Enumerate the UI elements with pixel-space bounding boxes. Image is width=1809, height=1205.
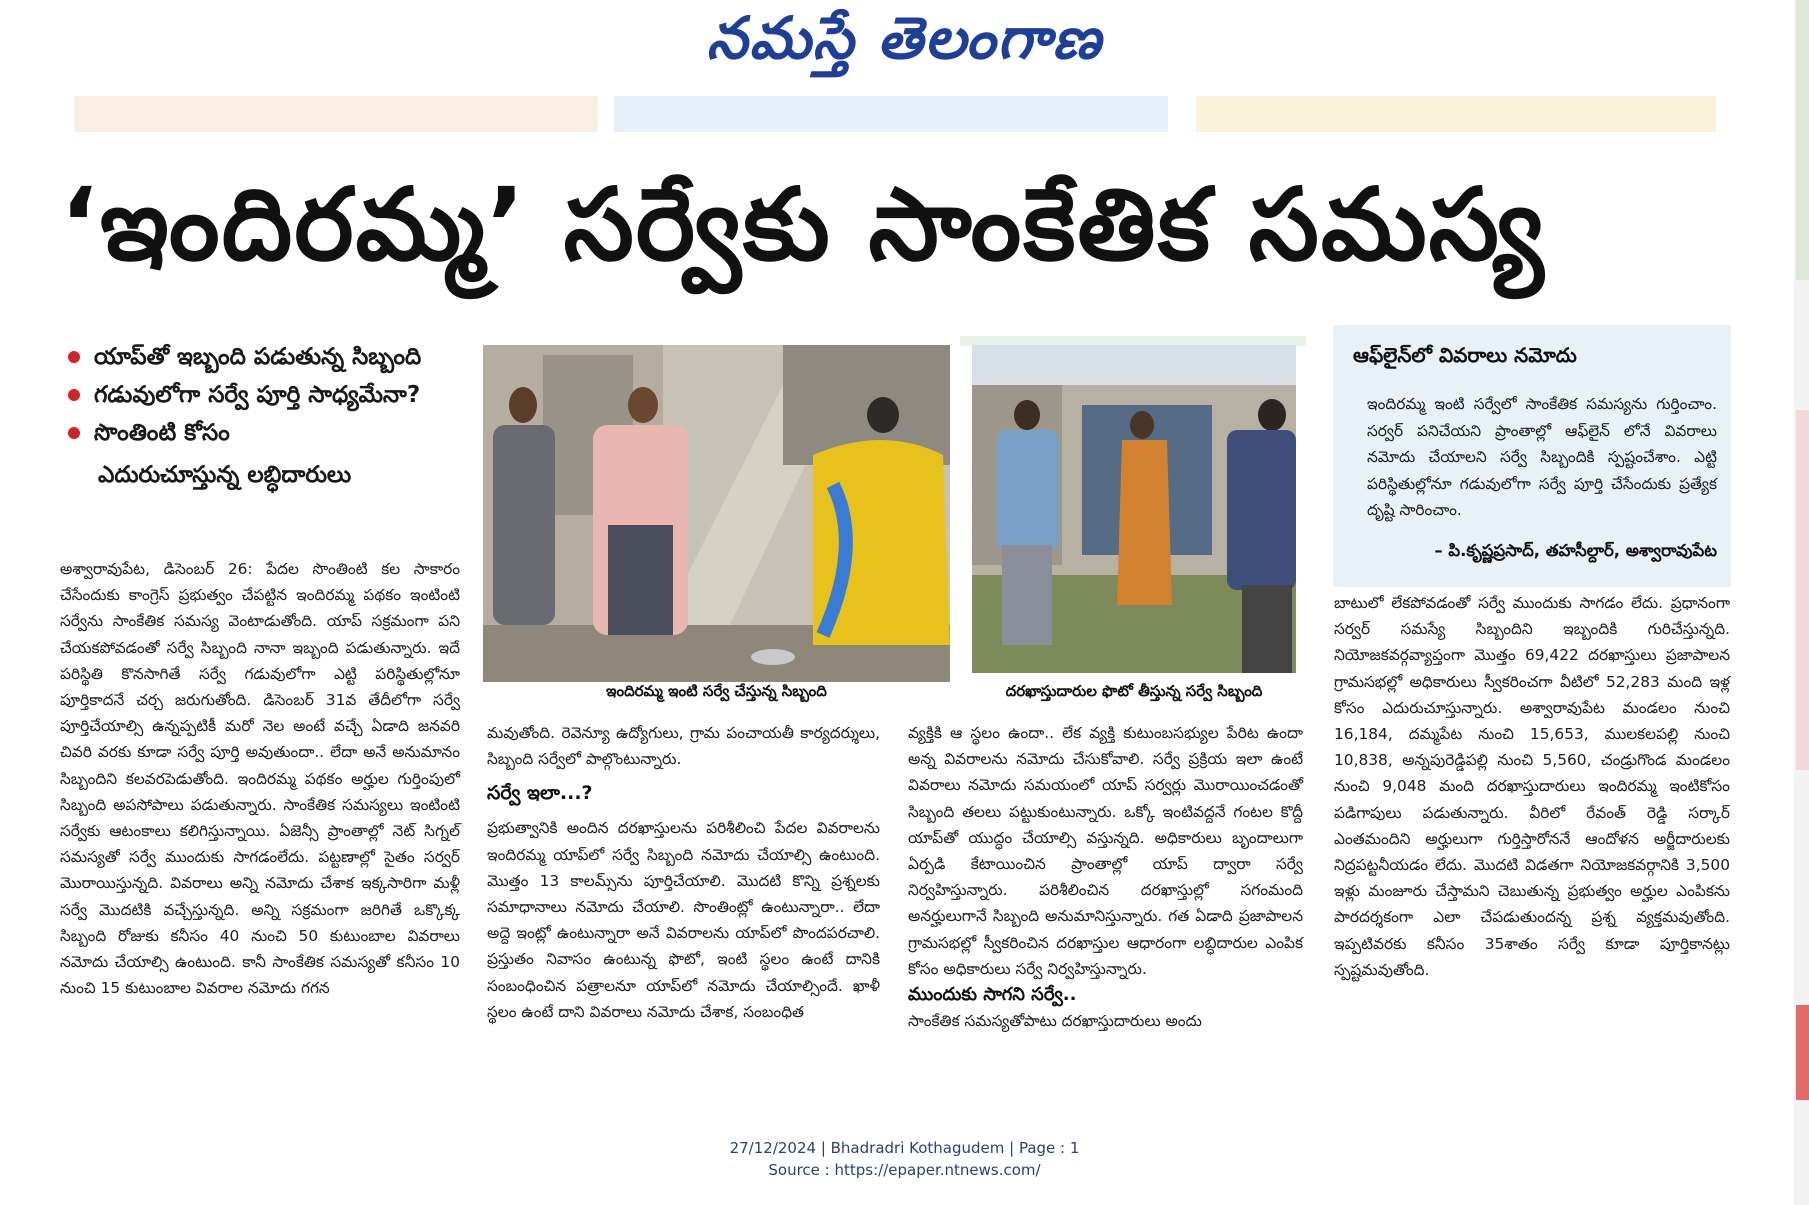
headline: ‘ఇందిరమ్మ’ సర్వేకు సాంకేతిక సమస్య xyxy=(60,166,1546,283)
masthead-logo: నమస్తే తెలంగాణ xyxy=(706,4,1103,72)
highlight-item: సొంతింటి కోసం xyxy=(64,414,474,452)
article-column-2 xyxy=(487,720,880,1025)
article-subheading: ముందుకు సాగని సర్వే.. xyxy=(908,984,1077,1006)
quote-box xyxy=(1333,325,1731,587)
photo-applicant xyxy=(972,345,1296,673)
article-column-1: అశ్వారావుపేట, డిసెంబర్ 26: పేదల సొంతింటి కల సాకారం చేసేందుకు కాంగ్రెస్ ప్రభుత్వం చేపట్టిన ఇందిరమ్మ పథకం ఇంటింటి సర్వేను సాంకేతిక సమస్య వెంటాడుతోంది. యాప్ సక్రమంగా పని చేయకపోవడంతో సర్వే సిబ్బంది నానా ఇబ్బంది పడుతున్నారు. ఇదే పరిస్థితి కొనసాగితే సర్వే గడువులోగా ఎట్టి పరిస్థితుల్లోనూ పూర్తికాదనే చర్చ జరుగుతోంది. డిసెంబర్ 31వ తేదీలోగా సర్వే పూర్తిచేయాల్సి ఉన్నప్పటికీ మరో నెల అంటే వచ్చే ఏడాది జనవరి చివరి వరకు కూడా సర్వే పూర్తి అవుతుందా.. లేదా అనే అనుమానం సిబ్బందిని కలవరపెడుతోంది. ఇందిరమ్మ పథకం అర్హుల గుర్తింపులో సిబ్బంది అపసోపాలు పడుతున్నారు. సాంకేతిక సమస్యలు ఇంటింటి సర్వేకు ఆటంకాలు కలిగిస్తున్నాయి. ఏజెన్సీ ప్రాంతాల్లో నెట్ సిగ్నల్ సమస్యతో సర్వే ముందుకు సాగడంలేదు. పట్టణాల్లో సైతం సర్వర్ మొరాయిస్తున్నది. వివరాలు అన్ని నమోదు చేశాక ఇక్కసారిగా మళ్లీ సర్వే మొదటికి వచ్చేస్తున్నది. అన్ని సక్రమంగా జరిగితే ఒక్కొక్క సిబ్బంది రోజుకు కనీసం 40 నుంచి 50 కుటుంబాల వివరాలు నమోదు చేయాల్సి ఉంటుంది. కానీ సాంకేతిక సమస్యతో కనీసం 10 నుంచి 15 కుటుంబాల వివరాల నమోదు గగన xyxy=(60,560,460,998)
footer-date-edition: 27/12/2024 | Bhadradri Kothagudem | Page : 1 xyxy=(729,1139,1080,1157)
page-footer xyxy=(0,1137,1809,1181)
article-column-3 xyxy=(908,720,1303,1034)
quote-attribution: – పి.కృష్ణప్రసాద్, తహసీల్దార్, అశ్వారావుపేట xyxy=(1434,541,1717,560)
adjacent-page-edge xyxy=(1794,0,1809,1205)
top-strip-left xyxy=(74,96,598,132)
top-strip-center xyxy=(614,96,1168,132)
highlights xyxy=(64,338,474,494)
highlight-item: యాప్‌తో ఇబ్బంది పడుతున్న సిబ్బంది xyxy=(64,338,474,376)
photo-caption: ఇందిరమ్మ ఇంటి సర్వే చేస్తున్న సిబ్బంది xyxy=(606,682,827,700)
article-paragraph: సాంకేతిక సమస్యతోపాటు దరఖాస్తుదారులు అందు xyxy=(908,1012,1202,1031)
highlight-item: గడువులోగా సర్వే పూర్తి సాధ్యమేనా? xyxy=(64,376,474,414)
article-paragraph: వ్యక్తికి ఆ స్థలం ఉందా.. లేక వ్యక్తి కుటుంబసభ్యుల పేరిట ఉందా అన్న వివరాలను నమోదు చేసుకోవాలి. సర్వే ప్రక్రియ ఇలా ఉంటే వివరాలు నమోదు సమయంలో యాప్ సర్వర్లు మొరాయించడంతో సిబ్బంది తలలు పట్టుకుంటున్నారు. ఒక్కో ఇంటివద్దనే గంటల కొద్దీ యాప్‌తో యుద్ధం చేయాల్సి వస్తున్నది. అధికారులు బృందాలుగా ఏర్పడి కేటాయించిన ప్రాంతాల్లో యాప్ ద్వారా సర్వే నిర్వహిస్తున్నారు. పరిశీలించిన దరఖాస్తుల్లో సగంమంది అనర్హులుగానే సిబ్బంది అనుమానిస్తున్నారు. గత ఏడాది ప్రజాపాలన గ్రామసభల్లో స్వీకరించిన దరఖాస్తుల ఆధారంగా లబ్ధిదారుల ఎంపిక కోసం అధికారులు సర్వే నిర్వహిస్తున్నారు. xyxy=(908,724,1303,978)
photo-caption: దరఖాస్తుదారుల ఫొటో తీస్తున్న సర్వే సిబ్బంది xyxy=(1005,682,1263,700)
quote-box-text: ఇందిరమ్మ ఇంటి సర్వేలో సాంకేతిక సమస్యను గుర్తించాం. సర్వర్ పనిచేయని ప్రాంతాల్లో ఆఫ్‌లైన్ లోనే వివరాలు నమోదు చేయాలని సర్వే సిబ్బందికి స్పష్టంచేశాం. ఎట్టి పరిస్థితుల్లోనూ గడువులోగా సర్వే పూర్తి చేసేందుకు ప్రత్యేక దృష్టి సారించాం. xyxy=(1367,395,1717,519)
article-paragraph: ప్రభుత్వానికి అందిన దరఖాస్తులను పరిశీలించి పేదల వివరాలను ఇందిరమ్మ యాప్‌లో సర్వే సిబ్బంది నమోదు చేయాల్సి ఉంటుంది. మొత్తం 13 కాలమ్స్‌ను పూర్తిచేయాలి. మొదటి కొన్ని ప్రశ్నలకు సమాధానాలు నమోదు చేయాలి. సొంతింట్లో ఉంటున్నారా.. లేదా అద్దె ఇంట్లో ఉంటున్నారా అనే వివరాలను యాప్‌లో పొందపరచాలి. ప్రస్తుతం నివాసం ఉంటున్న ఫొటో, ఇంటి స్థలం ఉంటే దానికి సంబంధించిన పత్రాలనూ యాప్‌లో నమోదు చేయాల్సిందే. ఖాళీ స్థలం ఉంటే దాని వివరాలు నమోదు చేశాక, సంబంధిత xyxy=(487,819,880,1021)
photo-survey-staff-icon xyxy=(483,345,950,682)
photo-survey-staff xyxy=(483,345,950,682)
top-strip-right xyxy=(1196,96,1716,132)
bullet-dot-icon xyxy=(68,389,80,401)
bullet-dot-icon xyxy=(68,427,80,439)
highlight-item-continuation: ఎదురుచూస్తున్న లబ్ధిదారులు xyxy=(98,462,352,488)
quote-box-title: ఆఫ్‌లైన్‌లో వివరాలు నమోదు xyxy=(1353,343,1577,367)
article-column-4: బాటులో లేకపోవడంతో సర్వే ముందుకు సాగడం లేదు. ప్రధానంగా సర్వర్ సమస్యే సిబ్బందిని ఇబ్బందికి గురిచేస్తున్నది. నియోజకవర్గవ్యాప్తంగా మొత్తం 69,422 దరఖాస్తులు ప్రజాపాలన గ్రామసభల్లో అధికారులు స్వీకరించగా వీటిలో 52,283 మంది ఇళ్ల కోసం ఎదురుచూస్తున్నారు. అశ్వారావుపేట మండలం నుంచి 16,184, దమ్మపేట నుంచి 15,653, ములకలపల్లి నుంచి 10,838, అన్నపురెడ్డిపల్లి నుంచి 5,560, చండ్రుగొండ మండలం నుంచి 9,048 మంది దరఖాస్తుదారులు ఇందిరమ్మ ఇంటికోసం పడిగాపులు పడుతున్నారు. వీరిలో రేవంత్ రెడ్డి సర్కార్ ఎంతమందిని అర్హులుగా గుర్తిస్తారోననే ఆందోళన అర్జీదారులకు నిద్రపట్టనీయడం లేదు. మొదటి విడతగా నియోజకవర్గానికి 3,500 ఇళ్లు మంజూరు చేస్తామని చెబుతున్న ప్రభుత్వం అర్హుల ఎంపికను పారదర్శకంగా ఎలా చేపడుతుందన్న ప్రశ్న వ్యక్తమవుతోంది. ఇప్పటివరకు కనీసం 35శాతం సర్వే కూడా పూర్తికానట్లు స్పష్టమవుతోంది. xyxy=(1334,594,1730,979)
article-subheading: సర్వే ఇలా...? xyxy=(487,782,593,805)
article-paragraph: మవుతోంది. రెవెన్యూ ఉద్యోగులు, గ్రామ పంచాయతీ కార్యదర్శులు, సిబ్బంది సర్వేలో పాల్గొంటున్నారు. xyxy=(487,724,880,769)
footer-source-link[interactable]: Source : https://epaper.ntnews.com/ xyxy=(768,1161,1041,1179)
bullet-dot-icon xyxy=(68,351,80,363)
photo-applicant-icon xyxy=(972,345,1296,673)
